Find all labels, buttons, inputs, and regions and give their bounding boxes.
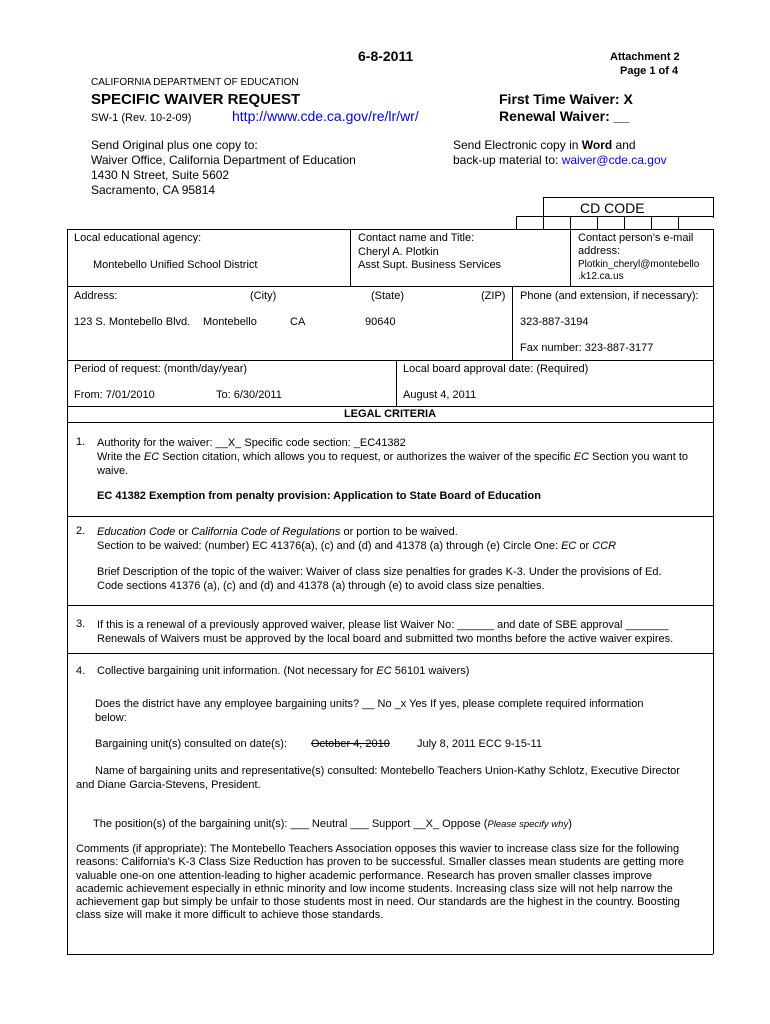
authority-line: Authority for the waiver: __X_ Specific code section: _EC41382: [97, 437, 406, 449]
address-city: Montebello: [203, 316, 257, 328]
legal-criteria-heading: LEGAL CRITERIA: [343, 408, 437, 420]
email-value-cont: .k12.ca.us: [578, 271, 624, 282]
comment-line: academic achievement especially in ethnic minority and low income students. Increasing class size will not help narrow the: [76, 882, 673, 895]
send-original-address: [91, 138, 356, 198]
fax-number: Fax number: 323-887-3177: [520, 342, 654, 354]
contact-label: Contact name and Title:: [358, 232, 475, 244]
address-label: Address:: [74, 290, 118, 302]
consulted-date-value: July 8, 2011 ECC 9-15-11: [417, 738, 542, 750]
description-line: Brief Description of the topic of the waiver: Waiver of class size penalties for grades K-3. Under the provisions of Ed.: [97, 566, 662, 578]
waiver-description: [97, 565, 662, 593]
renewal-note: Renewals of Waivers must be approved by the local board and submitted two months before the active waiver expires.: [97, 633, 674, 645]
period-from: From: 7/01/2010: [74, 389, 155, 401]
bargaining-position: The position(s) of the bargaining unit(s): ___ Neutral ___ Support __X_ Oppose (Please specify why): [93, 818, 572, 830]
email-label: Contact person’s e-mail: [578, 232, 694, 244]
ec-exemption-title: EC 41382 Exemption from penalty provision: Application to State Board of Education: [97, 490, 541, 502]
renewal-waiver: Renewal Waiver: __: [499, 108, 630, 124]
description-line: Code sections 41376 (a), (c) and (d) and 41378 (a) through (e) to avoid class size penalties.: [97, 580, 545, 592]
bargaining-question-cont: below:: [95, 712, 127, 724]
form-title: SPECIFIC WAIVER REQUEST: [91, 91, 301, 108]
item-number: 1.: [76, 436, 86, 448]
send-electronic-instructions: [453, 138, 667, 168]
item-number: 4.: [76, 665, 86, 677]
agency-label: Local educational agency:: [74, 232, 202, 244]
item-number: 2.: [76, 525, 86, 537]
email-block: [578, 232, 699, 282]
page-number: Page 1 of 4: [620, 65, 679, 77]
waiver-email-link[interactable]: waiver@cde.ca.gov: [561, 153, 667, 167]
department-name: CALIFORNIA DEPARTMENT OF EDUCATION: [91, 77, 299, 88]
phone-value: 323-887-3194: [520, 316, 589, 328]
send-line: Waiver Office, California Department of Education: [91, 153, 356, 167]
item-number: 3.: [76, 618, 86, 630]
renewal-line: If this is a renewal of a previously approved waiver, please list Waiver No: ______ and date of SBE approval _______: [97, 619, 669, 631]
item2-text: [97, 525, 616, 553]
bargaining-question: [95, 697, 644, 725]
send-line: 1430 N Street, Suite 5602: [91, 168, 230, 182]
attachment-label: Attachment 2: [610, 51, 680, 63]
city-label: (City): [250, 290, 277, 302]
item3-text: [97, 618, 673, 646]
comment-line: class size will make it more difficult to achieve those standards.: [76, 909, 384, 922]
citation-instruction-cont: waive.: [97, 465, 129, 477]
bargaining-units-names: [76, 764, 680, 792]
email-value: Plotkin_cheryl@montebello: [578, 259, 700, 270]
bargaining-names-line: Name of bargaining units and representative(s) consulted: Montebello Teachers Union-Kathy Schlotz, Executive Director: [95, 765, 680, 777]
phone-label: Phone (and extension, if necessary):: [520, 290, 699, 302]
contact-block: [358, 232, 501, 273]
comment-line: reasons: California's K-3 Class Size Reduction has proven to be successful. Smaller classes mean students are getting more: [76, 856, 685, 869]
section-waived-line: Section to be waived: (number) EC 41376(a), (c) and (d) and 41378 (a) through (e) Circle One: EC or CCR: [97, 540, 617, 552]
comments-block: [76, 843, 684, 923]
citation-instruction: Write the EC Section citation, which allows you to request, or authorizes the waiver of the specific EC Section you want to: [97, 451, 689, 463]
comment-line: Comments (if appropriate): The Montebello Teachers Association opposes this wavier to increase class size for the following: [76, 843, 680, 855]
address-state: CA: [290, 316, 306, 328]
board-approval-label: Local board approval date: (Required): [403, 363, 589, 375]
period-label: Period of request: (month/day/year): [74, 363, 248, 375]
bargaining-question-line: Does the district have any employee bargaining units? __ No _x Yes If yes, please complete required information: [95, 698, 644, 710]
backup-text: back-up material to:: [453, 153, 562, 167]
consulted-date-label: Bargaining unit(s) consulted on date(s):: [95, 738, 287, 750]
comment-line: valuable one-on one attention-leading to higher academic performance. Research has proven smaller classes improve: [76, 869, 652, 882]
contact-title: Asst Supt. Business Services: [358, 259, 502, 271]
agency-value: Montebello Unified School District: [93, 259, 258, 271]
bargaining-info-line: Collective bargaining unit information. (Not necessary for EC 56101 waivers): [97, 665, 470, 677]
electronic-text-end: and: [612, 138, 636, 152]
cd-code-label: CD CODE: [580, 200, 645, 216]
bargaining-names-cont: and Diane Garcia-Stevens, President.: [76, 779, 261, 791]
email-label-cont: address:: [578, 245, 621, 257]
item1-text: [97, 436, 688, 478]
word-format-label: Word: [581, 138, 613, 152]
address-street: 123 S. Montebello Blvd.: [74, 316, 191, 328]
zip-label: (ZIP): [481, 290, 506, 302]
first-time-waiver: First Time Waiver: X: [499, 91, 633, 107]
send-line: Send Original plus one copy to:: [91, 138, 258, 152]
period-to: To: 6/30/2011: [216, 389, 282, 401]
send-line: Sacramento, CA 95814: [91, 183, 216, 197]
comment-line: achievement gap but simply be unfair to those students most in need. Our standards are the highest in the country. Boosting: [76, 896, 680, 909]
consulted-date-struck: October 4, 2010: [311, 738, 390, 750]
board-approval-date: August 4, 2011: [403, 389, 477, 401]
state-label: (State): [371, 290, 405, 302]
code-portion-line: Education Code or California Code of Regulations or portion to be waived.: [97, 526, 458, 538]
address-zip: 90640: [365, 316, 396, 328]
waiver-url-link[interactable]: http://www.cde.ca.gov/re/lr/wr/: [232, 108, 419, 124]
document-date: 6-8-2011: [358, 48, 414, 64]
contact-name: Cheryl A. Plotkin: [358, 245, 439, 258]
electronic-text: Send Electronic copy in: [453, 138, 582, 152]
form-number: SW-1 (Rev. 10-2-09): [91, 112, 192, 124]
